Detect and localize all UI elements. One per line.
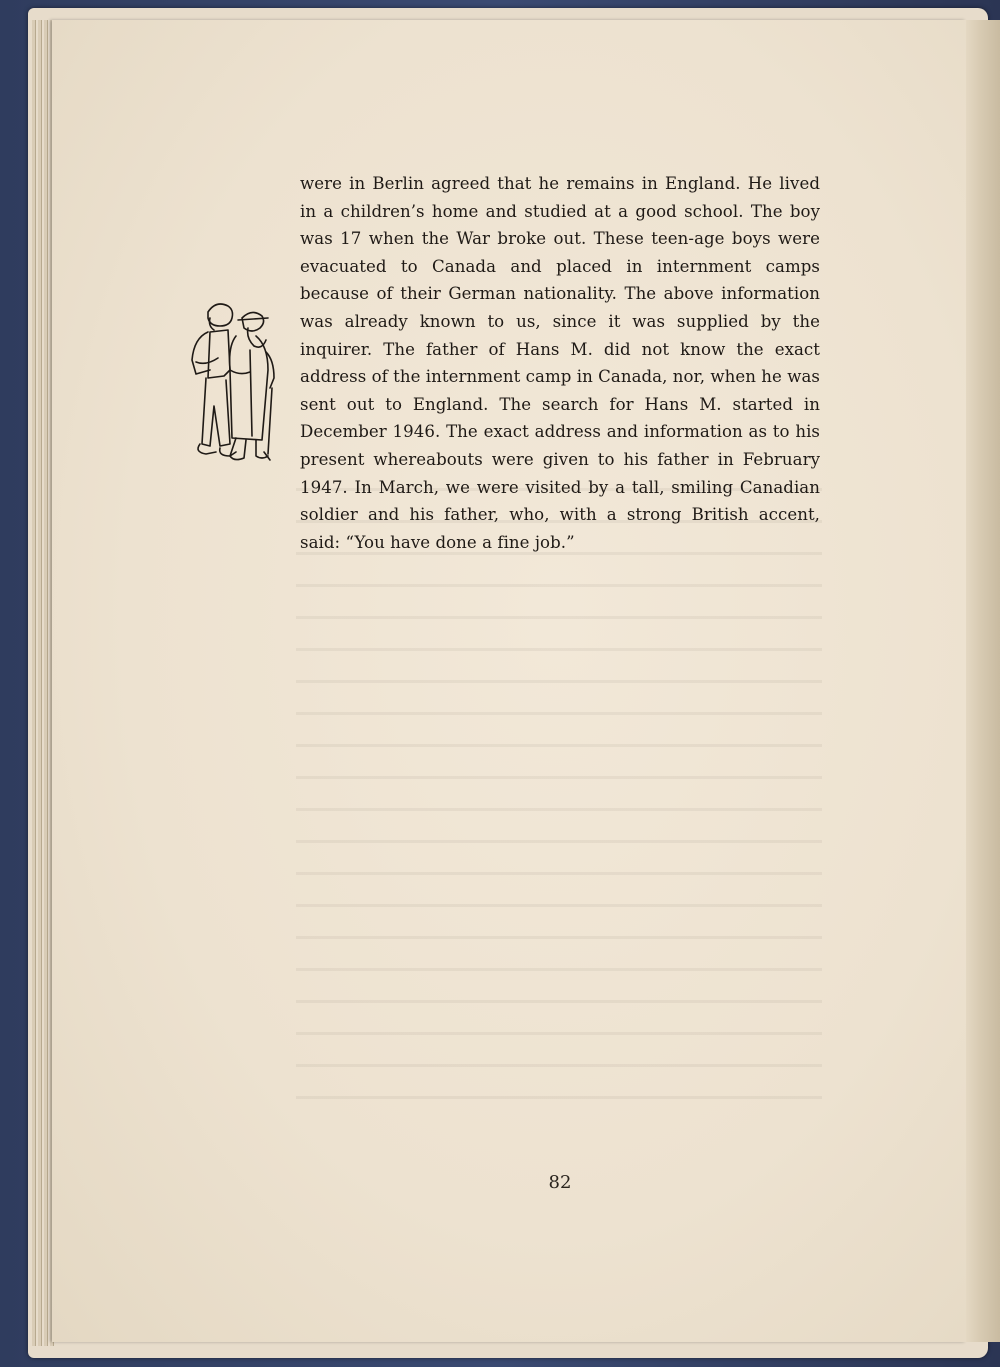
page-edge (44, 20, 48, 1346)
bleed-through-text (296, 470, 822, 1110)
soldier-helping-elderly-man-icon (186, 292, 286, 482)
body-paragraph: were in Berlin agreed that he remains in England. He lived in a children’s home and studied at a good school. The boy was 17 when the War broke out. These teen-age boys were evacuated to Canada and placed in internment camps because of their German nationality. The above information was already known to us, since it was supplied by the inquirer. The father of Hans M. did not know the exact address of the internment camp in Canada, nor, when he was sent out to England. The search for Hans M. started in December 1946. The exact address and information as to his present whereabouts were given to his father in February 1947. In March, we were visited by a tall, smiling Canadian soldier and his father, who, with a strong British accent, said: “You have done a fine job.” (300, 174, 820, 552)
page-binding-shadow (966, 20, 1000, 1342)
page-edge (32, 20, 36, 1346)
page-number: 82 (548, 1172, 572, 1193)
page-edge (38, 20, 42, 1346)
